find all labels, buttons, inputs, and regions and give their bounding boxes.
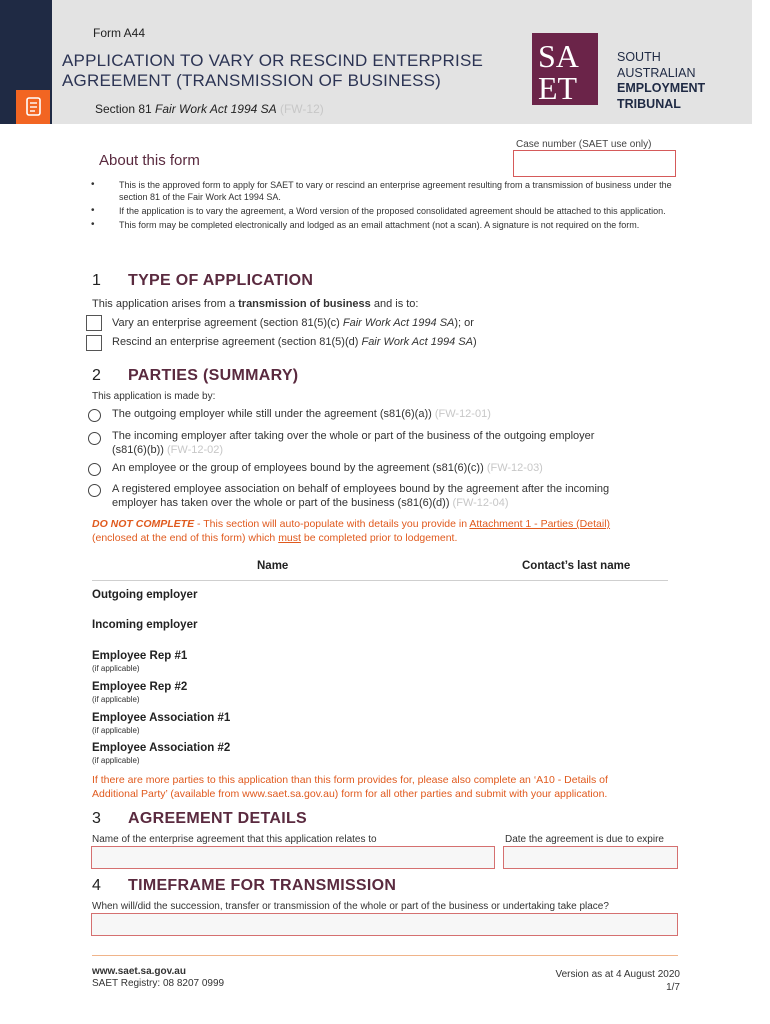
title-line-1: APPLICATION TO VARY OR RESCIND ENTERPRISE (62, 51, 484, 70)
section-1-title: TYPE OF APPLICATION (128, 272, 314, 289)
section-1-number: 1 (92, 272, 101, 289)
employee-association-label: A registered employee association on behalf of employees bound by the agreement after the incoming employer has taken over the whole or part of the business (s81(6)(d)) (FW-12-04) (112, 483, 610, 509)
attachment-1-link[interactable]: Attachment 1 - Parties (Detail) (469, 518, 611, 530)
about-bullets (84, 179, 684, 233)
vary-agreement-label: Vary an enterprise agreement (section 81(5)(c) Fair Work Act 1994 SA); or (112, 317, 474, 329)
auto-populate-notice: DO NOT COMPLETE - This section will auto-populate with details you provide in Attachment 1 - Parties (Detail) (enclosed at the end of this form) which must be completed prior to lodgement. (92, 518, 611, 544)
section-2-intro: This application is made by: (92, 391, 216, 402)
section-4-number: 4 (92, 877, 101, 894)
section-1-intro: This application arises from a transmission of business and is to: (92, 298, 419, 310)
page-title (62, 51, 483, 91)
footer-registry: SAET Registry: 08 8207 0999 (92, 978, 225, 989)
row-note: (if applicable) (92, 695, 140, 704)
vary-agreement-checkbox[interactable] (86, 315, 102, 331)
transmission-question: When will/did the succession, transfer or transmission of the whole or part of the business or undertaking take place? (92, 901, 609, 912)
section-4-title: TIMEFRAME FOR TRANSMISSION (128, 877, 397, 894)
row-note: (if applicable) (92, 664, 140, 673)
incoming-employer-radio[interactable] (88, 432, 101, 445)
title-line-2: AGREEMENT (TRANSMISSION OF BUSINESS) (62, 71, 442, 90)
expiry-date-label: Date the agreement is due to expire (505, 834, 664, 845)
outgoing-employer-label: The outgoing employer while still under the agreement (s81(6)(a)) (FW-12-01) (112, 408, 491, 420)
row-note: (if applicable) (92, 756, 140, 765)
case-number-label: Case number (SAET use only) (516, 139, 652, 150)
document-icon (16, 90, 50, 124)
footer-version: Version as at 4 August 2020 (555, 969, 680, 980)
incoming-employer-label: The incoming employer after taking over the whole or part of the business of the outgoing employer (s81(6)(b)) (FW-12-02) (112, 430, 595, 456)
agreement-name-field[interactable] (91, 846, 495, 869)
table-row: Employee Association #2 (92, 742, 231, 754)
table-row: Employee Rep #2 (92, 681, 188, 693)
table-row: Incoming employer (92, 619, 198, 631)
logo-letters-top: SA (538, 38, 579, 74)
table-row: Employee Association #1 (92, 712, 231, 724)
outgoing-employer-radio[interactable] (88, 409, 101, 422)
employee-group-radio[interactable] (88, 463, 101, 476)
additional-parties-notice: If there are more parties to this application than this form provides for, please also complete an ‘A10 - Details of Additional Party’ (available from www.saet.sa.gov.au) form for all other parties and submit with your application. (92, 774, 608, 800)
page-number: 1/7 (666, 982, 680, 993)
table-divider (92, 580, 668, 581)
rescind-agreement-label: Rescind an enterprise agreement (section 81(5)(d) Fair Work Act 1994 SA) (112, 336, 477, 348)
logo-wordmark: SOUTH AUSTRALIAN EMPLOYMENT TRIBUNAL (617, 50, 706, 111)
footer-website: www.saet.sa.gov.au (92, 966, 186, 977)
footer-divider (92, 955, 678, 956)
employee-group-label: An employee or the group of employees bound by the agreement (s81(6)(c)) (FW-12-03) (112, 462, 543, 474)
list-item: • This is the approved form to apply for SAET to vary or rescind an enterprise agreement resulting from a transmission of business under the section 81 of the Fair Work Act 1994 SA. (84, 179, 684, 203)
table-row: Outgoing employer (92, 589, 198, 601)
section-3-title: AGREEMENT DETAILS (128, 810, 308, 827)
agreement-name-label: Name of the enterprise agreement that this application relates to (92, 834, 377, 845)
section-3-number: 3 (92, 810, 101, 827)
employee-association-radio[interactable] (88, 484, 101, 497)
row-note: (if applicable) (92, 726, 140, 735)
rescind-agreement-checkbox[interactable] (86, 335, 102, 351)
list-item: • If the application is to vary the agreement, a Word version of the proposed consolidated agreement should be attached to this application. (84, 205, 684, 217)
about-title: About this form (99, 152, 200, 169)
saet-logo (532, 33, 598, 105)
section-reference: Section 81 Fair Work Act 1994 SA (FW-12) (95, 102, 324, 116)
form-code: Form A44 (93, 26, 146, 40)
case-number-field[interactable] (513, 150, 676, 177)
column-header-contact: Contact’s last name (522, 560, 631, 572)
logo-letters-bottom: ET (538, 70, 578, 105)
section-2-number: 2 (92, 367, 101, 384)
expiry-date-field[interactable] (503, 846, 678, 869)
table-row: Employee Rep #1 (92, 650, 188, 662)
list-item: • This form may be completed electronically and lodged as an email attachment (not a scan). A signature is not required on the form. (84, 219, 684, 231)
transmission-date-field[interactable] (91, 913, 678, 936)
column-header-name: Name (257, 560, 289, 572)
section-2-title: PARTIES (SUMMARY) (128, 367, 299, 384)
